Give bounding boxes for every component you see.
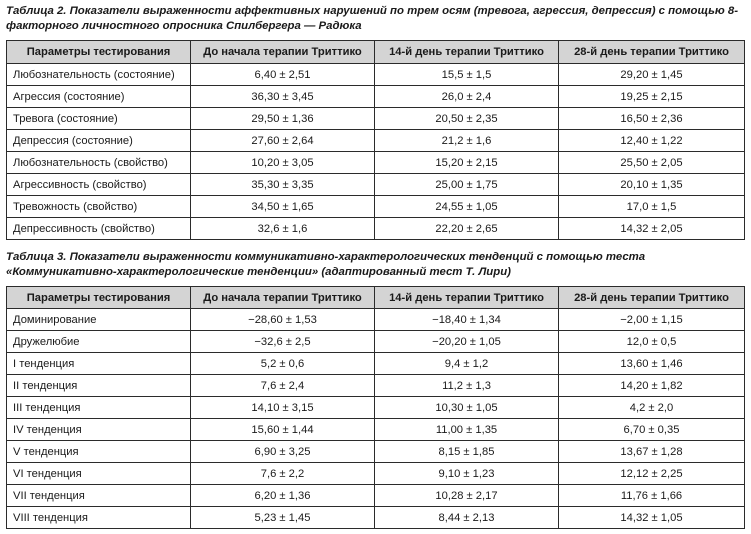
- row-label-cell: Любознательность (свойство): [7, 152, 191, 174]
- value-cell: 14,32 ± 1,05: [559, 507, 745, 529]
- value-cell: 20,50 ± 2,35: [375, 108, 559, 130]
- value-cell: 29,20 ± 1,45: [559, 64, 745, 86]
- row-label-cell: V тенденция: [7, 441, 191, 463]
- table-3-caption-lead: Таблица 3.: [6, 251, 67, 263]
- value-cell: 14,32 ± 2,05: [559, 218, 745, 240]
- row-label-cell: IV тенденция: [7, 419, 191, 441]
- value-cell: 22,20 ± 2,65: [375, 218, 559, 240]
- table-row: [7, 152, 745, 174]
- value-cell: 13,67 ± 1,28: [559, 441, 745, 463]
- table-2-caption: [6, 4, 746, 34]
- value-cell: 7,6 ± 2,4: [191, 375, 375, 397]
- row-label-cell: Тревожность (свойство): [7, 196, 191, 218]
- value-cell: −2,00 ± 1,15: [559, 309, 745, 331]
- column-header: 14-й день терапии Триттико: [375, 287, 559, 309]
- value-cell: 17,0 ± 1,5: [559, 196, 745, 218]
- column-header: 14-й день терапии Триттико: [375, 41, 559, 64]
- row-label-cell: I тенденция: [7, 353, 191, 375]
- table-row: [7, 485, 745, 507]
- column-header: 28-й день терапии Триттико: [559, 41, 745, 64]
- table-row: [7, 64, 745, 86]
- table-3-caption-text: Показатели выраженности коммуникативно-характерологических тенденций с помощью теста «Коммуникативно-характерологические тенденции» (адаптированный тест Т. Лири): [6, 251, 646, 278]
- row-label-cell: II тенденция: [7, 375, 191, 397]
- value-cell: 11,76 ± 1,66: [559, 485, 745, 507]
- value-cell: 7,6 ± 2,2: [191, 463, 375, 485]
- table-row: [7, 130, 745, 152]
- row-label-cell: Любознательность (состояние): [7, 64, 191, 86]
- value-cell: 12,40 ± 1,22: [559, 130, 745, 152]
- value-cell: 5,2 ± 0,6: [191, 353, 375, 375]
- value-cell: 8,44 ± 2,13: [375, 507, 559, 529]
- value-cell: 4,2 ± 2,0: [559, 397, 745, 419]
- value-cell: 32,6 ± 1,6: [191, 218, 375, 240]
- table-3-caption: [6, 250, 746, 280]
- row-label-cell: Агрессивность (свойство): [7, 174, 191, 196]
- value-cell: 20,10 ± 1,35: [559, 174, 745, 196]
- value-cell: 6,90 ± 3,25: [191, 441, 375, 463]
- table-row: [7, 419, 745, 441]
- value-cell: 35,30 ± 3,35: [191, 174, 375, 196]
- value-cell: 9,4 ± 1,2: [375, 353, 559, 375]
- table-2: [6, 40, 745, 240]
- table-header-row: [7, 41, 745, 64]
- value-cell: 11,00 ± 1,35: [375, 419, 559, 441]
- value-cell: 24,55 ± 1,05: [375, 196, 559, 218]
- row-label-cell: Доминирование: [7, 309, 191, 331]
- row-label-cell: Тревога (состояние): [7, 108, 191, 130]
- table-row: [7, 196, 745, 218]
- row-label-cell: Агрессия (состояние): [7, 86, 191, 108]
- value-cell: 19,25 ± 2,15: [559, 86, 745, 108]
- table-2-caption-text: Показатели выраженности аффективных нарушений по трем осям (тревога, агрессия, депрессия) с помощью 8-факторного личностного опросника Спилбергера — Радюка: [6, 5, 739, 32]
- value-cell: 12,12 ± 2,25: [559, 463, 745, 485]
- value-cell: 9,10 ± 1,23: [375, 463, 559, 485]
- value-cell: 15,5 ± 1,5: [375, 64, 559, 86]
- value-cell: −18,40 ± 1,34: [375, 309, 559, 331]
- value-cell: −28,60 ± 1,53: [191, 309, 375, 331]
- column-header: До начала терапии Триттико: [191, 287, 375, 309]
- value-cell: 25,50 ± 2,05: [559, 152, 745, 174]
- table-row: [7, 441, 745, 463]
- table-row: [7, 309, 745, 331]
- value-cell: 10,30 ± 1,05: [375, 397, 559, 419]
- value-cell: 10,20 ± 3,05: [191, 152, 375, 174]
- table-3: [6, 286, 745, 529]
- value-cell: 8,15 ± 1,85: [375, 441, 559, 463]
- value-cell: 13,60 ± 1,46: [559, 353, 745, 375]
- table-row: [7, 463, 745, 485]
- table-row: [7, 108, 745, 130]
- value-cell: 15,20 ± 2,15: [375, 152, 559, 174]
- value-cell: −20,20 ± 1,05: [375, 331, 559, 353]
- value-cell: 16,50 ± 2,36: [559, 108, 745, 130]
- column-header: 28-й день терапии Триттико: [559, 287, 745, 309]
- value-cell: 36,30 ± 3,45: [191, 86, 375, 108]
- table-row: [7, 375, 745, 397]
- table-row: [7, 397, 745, 419]
- value-cell: 14,20 ± 1,82: [559, 375, 745, 397]
- column-header: До начала терапии Триттико: [191, 41, 375, 64]
- value-cell: 10,28 ± 2,17: [375, 485, 559, 507]
- row-label-cell: VII тенденция: [7, 485, 191, 507]
- value-cell: 6,20 ± 1,36: [191, 485, 375, 507]
- row-label-cell: Депрессивность (свойство): [7, 218, 191, 240]
- value-cell: 12,0 ± 0,5: [559, 331, 745, 353]
- column-header: Параметры тестирования: [7, 41, 191, 64]
- value-cell: 14,10 ± 3,15: [191, 397, 375, 419]
- value-cell: 27,60 ± 2,64: [191, 130, 375, 152]
- table-row: [7, 218, 745, 240]
- table-2-caption-lead: Таблица 2.: [6, 5, 67, 17]
- table-row: [7, 86, 745, 108]
- value-cell: 25,00 ± 1,75: [375, 174, 559, 196]
- value-cell: 6,40 ± 2,51: [191, 64, 375, 86]
- table-row: [7, 331, 745, 353]
- value-cell: 29,50 ± 1,36: [191, 108, 375, 130]
- value-cell: 6,70 ± 0,35: [559, 419, 745, 441]
- table-row: [7, 174, 745, 196]
- table-row: [7, 353, 745, 375]
- column-header: Параметры тестирования: [7, 287, 191, 309]
- value-cell: 26,0 ± 2,4: [375, 86, 559, 108]
- row-label-cell: Дружелюбие: [7, 331, 191, 353]
- table-header-row: [7, 287, 745, 309]
- value-cell: 11,2 ± 1,3: [375, 375, 559, 397]
- row-label-cell: Депрессия (состояние): [7, 130, 191, 152]
- row-label-cell: III тенденция: [7, 397, 191, 419]
- table-row: [7, 507, 745, 529]
- row-label-cell: VI тенденция: [7, 463, 191, 485]
- value-cell: 5,23 ± 1,45: [191, 507, 375, 529]
- row-label-cell: VIII тенденция: [7, 507, 191, 529]
- value-cell: 34,50 ± 1,65: [191, 196, 375, 218]
- value-cell: −32,6 ± 2,5: [191, 331, 375, 353]
- value-cell: 15,60 ± 1,44: [191, 419, 375, 441]
- value-cell: 21,2 ± 1,6: [375, 130, 559, 152]
